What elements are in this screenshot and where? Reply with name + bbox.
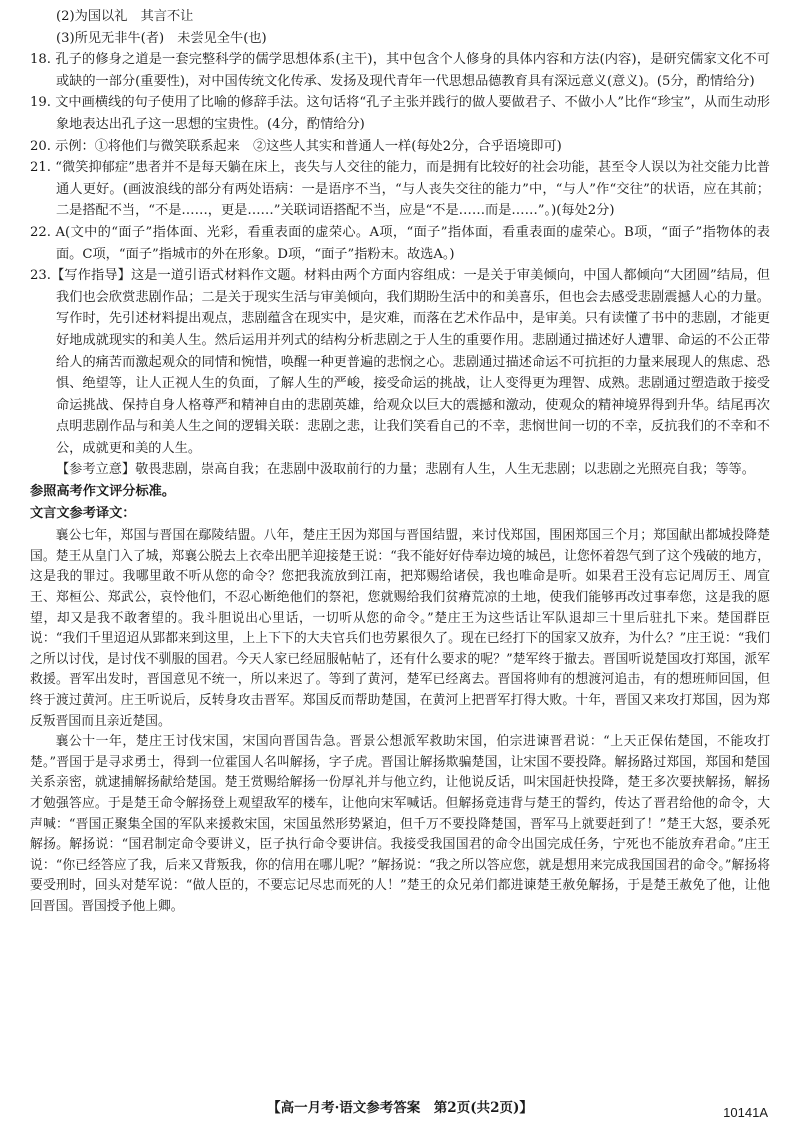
translation-paragraph-2: 襄公十一年，楚庄王讨伐宋国，宋国向晋国告急。晋景公想派军救助宋国，伯宗进谏晋君说：“上天正保佑楚国，不能攻打楚。”晋国于是寻求勇士，得到一位霍国人名叫解扬，字子虎。晋国让解扬欺骗楚国，让宋国不要投降。解扬路过郑国，郑国和楚国关系亲密，就逮捕解扬献给楚国。楚王赏赐给解扬一份厚礼并与他立约，让他说反话，叫宋国赶快投降，楚王多次要挟解扬，解扬才勉强答应。于是楚王命令解扬登上观望敌军的楼车，让他向宋军喊话。但解扬竟违背与楚王的誓约，传达了晋君给他的命令，大声喊：“晋国正聚集全国的军队来援救宋国，宋国虽然形势紧迫，但千万不要投降楚国，晋军马上就要赶到了！”楚王大怒，要杀死解扬。解扬说：“国君制定命令要讲义，臣子执行命令要讲信。我接受我国国君的命令出国完成任务，宁死也不能放弃君命。”庄王说：“你已经答应了我，后来又背叛我，你的信用在哪儿呢？”解扬说：“我之所以答应您，就是想用来完成我国国君的命令。”解扬将要受刑时，回头对楚军说：“做人臣的，不要忘记尽忠而死的人！”楚王的众兄弟们都进谏楚王赦免解扬，于是楚王赦免了他，让他回晋国。晋国授予他上卿。 bbox=[30, 734, 770, 914]
essay-standard-heading: 参照高考作文评分标准。 bbox=[30, 484, 176, 500]
answer-19: 19. 文中画横线的句子使用了比喻的修辞手法。这句话将“孔子主张并践行的做人要做君子、不做小人”比作“珍宝”，从而生动形象地表达出孔子这一思想的宝贵性。(4分，酌情给分) bbox=[30, 95, 770, 132]
answer-23-reference-theme: 【参考立意】敬畏悲剧，崇高自我；在悲剧中汲取前行的力量；悲剧有人生，人生无悲剧；以悲剧之光照亮自我；等等。 bbox=[56, 462, 755, 478]
translation-heading: 文言文参考译文： bbox=[30, 505, 136, 521]
translation-body bbox=[30, 526, 770, 917]
answer-18: 18. 孔子的修身之道是一套完整科学的儒学思想体系(主干)，其中包含个人修身的具体内容和方法(内容)，是研究儒家文化不可或缺的一部分(重要性)，对中国传统文化传承、发扬及现代青年一代思想品德教育具有深远意义(意义)。(5分，酌情给分) bbox=[30, 52, 770, 89]
answer-22: 22. A(文中的“面子”指体面、光彩，看重表面的虚荣心。A项，“面子”指体面，看重表面的虚荣心。B项，“面子”指物体的表面。C项，“面子”指城市的外在形象。D项，“面子”指粉末。故选A。) bbox=[30, 224, 770, 262]
page-footer: 【高一月考·语文参考答案 第2页(共2页)】 bbox=[267, 1100, 533, 1116]
paper-code: 10141A bbox=[723, 1105, 768, 1120]
translation-paragraph-1: 襄公七年，郑国与晋国在鄢陵结盟。八年，楚庄王因为郑国与晋国结盟，来讨伐郑国，围困郑国三个月；郑国献出都城投降楚国。楚王从皇门入了城，郑襄公脱去上衣牵出肥羊迎接楚王说：“我不能好好侍奉边境的城邑，让您怀着怨气到了这个残破的地方，这是我的罪过。我哪里敢不听从您的命令？您把我流放到江南，把郑赐给诸侯，我也唯命是听。如果君王没有忘记周厉王、周宣王、郑桓公、郑武公，哀怜他们，不忍心断绝他们的祭祀，您就赐给我们贫瘠荒凉的土地，使我们能够再改过事奉您，这是我的愿望，却又是我不敢奢望的。我斗胆说出心里话，一切听从您的命令。”楚庄王为这些话让军队退却三十里后驻扎下来。楚国群臣说：“我们千里迢迢从郢都来到这里，上上下下的大夫官兵们也劳累很久了。现在已经打下的国家又放弃，为什么？”庄王说：“我们之所以讨伐，是讨伐不驯服的国君。今天人家已经屈服帖帖了，还有什么要求的呢？”楚军终于撤去。晋国听说楚国攻打郑国，派军救援。晋军出发时，晋国意见不统一，所以来迟了。等到了黄河，楚军已经离去。晋国将帅有的想渡河追击，有的想班师回国，但终于渡过黄河。庄王听说后，反转身攻击晋军。郑国反而帮助楚国，在黄河上把晋军打得大败。十年，晋国又来攻打郑国，因为郑反叛晋国而且亲近楚国。 bbox=[30, 528, 770, 729]
answer-23-writing-guide: 23.【写作指导】这是一道引语式材料作文题。材料由两个方面内容组成：一是关于审美倾向，中国人都倾向“大团圆”结局，但我们也会欣赏悲剧作品；二是关于现实生活与审美倾向，我们期盼生活中的和美喜乐，但也会去感受悲剧震撼人心的力量。写作时，先引述材料提出观点，悲剧蕴含在现实中，是灾难，而落在艺术作品中，是审美。只有读懂了书中的悲剧，才能更好地成就现实的和美人生。然后运用并列式的结构分析悲剧之于人生的重要作用。悲剧通过描述好人遭罪、命运的不公正带给人的痛苦而激起观众的同情和惋惜，唤醒一种更普遍的悲悯之心。悲剧通过描述命运不可抗拒的力量来展现人的焦虑、恐惧、绝望等，让人正视人生的负面，了解人生的严峻，接受命运的挑战，让人变得更为理智、成熟。悲剧通过塑造敢于接受命运挑战、保持自身人格尊严和精神自由的悲剧英雄，给观众以巨大的震撼和激动，使观众的精神境界得到升华。结尾再次点明悲剧作品与和美人生之间的逻辑关联：悲剧之悲，让我们笑看自己的不幸，悲悯世间一切的不幸，反抗我们的不幸和不公，成就更和美的人生。 bbox=[30, 268, 770, 456]
answer-21: 21. “微笑抑郁症”患者并不是每天躺在床上，丧失与人交往的能力，而是拥有比较好的社会功能，甚至令人误以为社交能力比普通人更好。(画波浪线的部分有两处语病：一是语序不当，“与人丧失交往的能力”中，“与人”作“交往”的状语，应在其前；二是搭配不当，“不是……，更是……”关联词语搭配不当，应是“不是……而是……”。)(每处2分) bbox=[30, 160, 770, 219]
answer-list bbox=[30, 6, 770, 481]
answer-17-part-3: (3)所见无非牛(者) 未尝见全牛(也) bbox=[56, 30, 267, 46]
answer-17-part-2: (2)为国以礼 其言不让 bbox=[56, 9, 194, 24]
answer-20: 20. 示例：①将他们与微笑联系起来 ②这些人其实和普通人一样(每处2分，合乎语境即可) bbox=[30, 138, 562, 154]
